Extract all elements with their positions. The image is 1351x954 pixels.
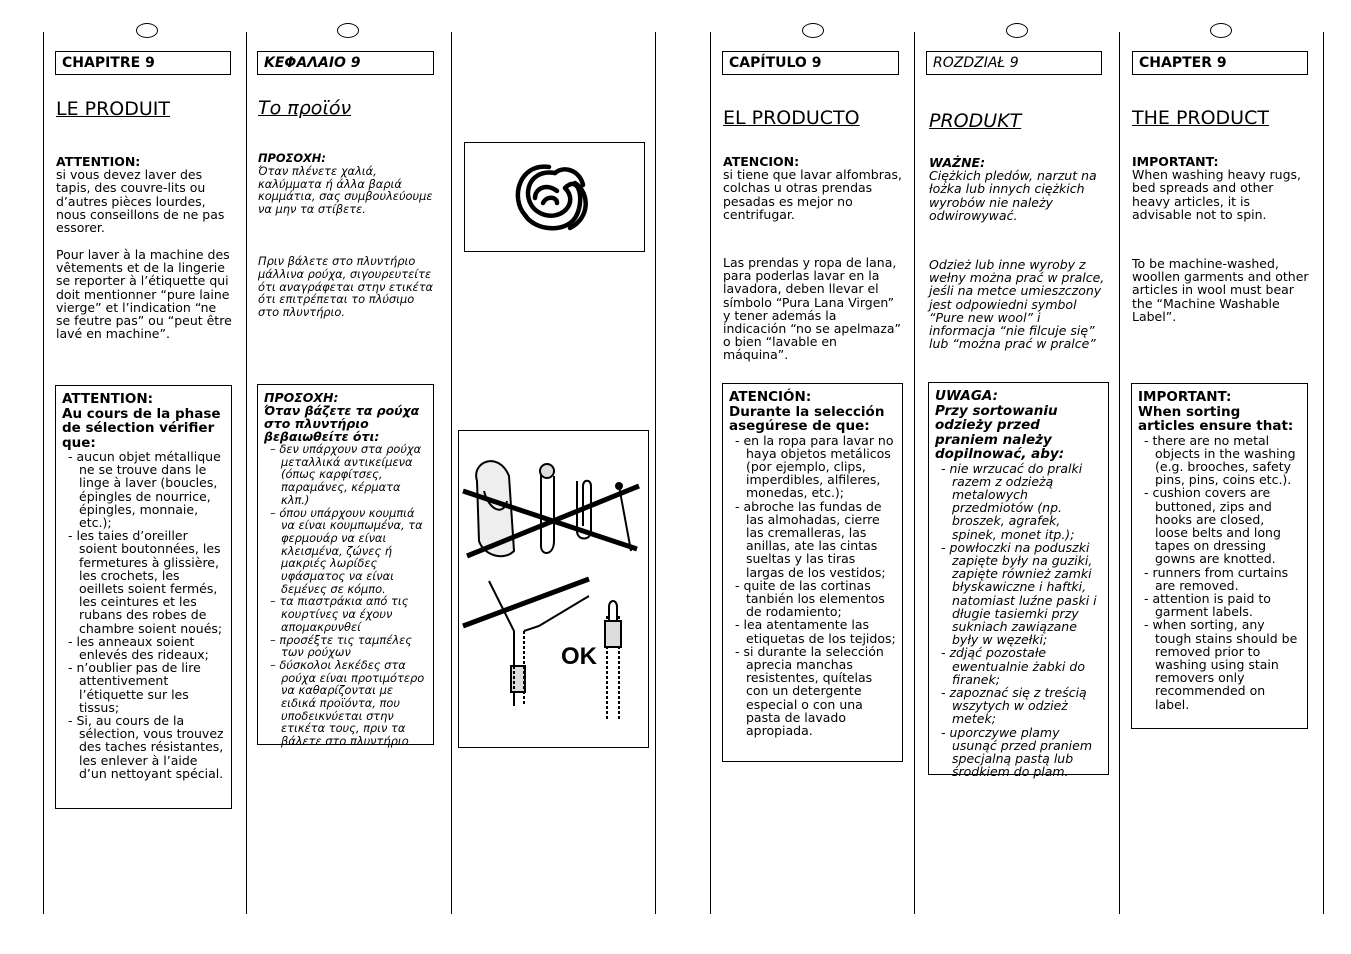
- list-item: - les anneaux soient enlevés des rideaux;: [62, 635, 225, 661]
- warning-text: Ciężkich pledów, narzut na łożka lub innych ciężkich wyrobów nie należy odwirowywać.: [929, 168, 1097, 223]
- list-item: - lea atentamente las etiquetas de los tejidos;: [729, 618, 896, 644]
- chapter-label: ROZDZIAŁ 9: [926, 51, 1102, 75]
- warning-block: [723, 155, 903, 221]
- chapter-label: CAPÍTULO 9: [722, 51, 899, 75]
- box-heading: ATTENTION:: [62, 391, 154, 407]
- forbidden-items-illustration: [459, 431, 648, 747]
- attention-box: [257, 384, 434, 749]
- checklist: [729, 434, 896, 738]
- column-marker: [1006, 23, 1028, 38]
- checklist: [935, 462, 1102, 779]
- list-item: – δεν υπάρχουν στα ρούχα μεταλλικά αντικείμενα (όπως καρφίτσες, παραμάνες, κέρματα κλπ.): [264, 443, 427, 507]
- warning-text: si vous devez laver des tapis, des couvre-lits ou d’autres pièces lourdes, nous conseillons de ne pas essorer.: [56, 167, 225, 236]
- section-title: Το προϊόν: [258, 97, 352, 119]
- box-subheading: Au cours de la phase de sélection vérifier que:: [62, 405, 221, 451]
- separator: [1323, 32, 1324, 914]
- warning-heading: IMPORTANT:: [1132, 154, 1219, 169]
- list-item: – τα πιαστράκια από τις κουρτίνες να έχουν απομακρυνθεί: [264, 595, 427, 633]
- section-title: EL PRODUCTO: [723, 107, 860, 129]
- list-item: - quite de las cortinas tanbién los elementos de rodamiento;: [729, 579, 896, 619]
- list-item: - en la ropa para lavar no haya objetos metálicos (por ejemplo, clips, imperdibles, alfileres, monedas, etc.);: [729, 434, 896, 500]
- warning-heading: ΠΡΟΣΟΧΗ:: [258, 151, 326, 165]
- section-title: LE PRODUIT: [56, 98, 170, 120]
- list-item: – όπου υπάρχουν κουμπιά να είναι κουμπωμένα, τα φερμουάρ να είναι κλεισμένα, ζώνες ή μακριές λωρίδες υφάσματος να είναι δεμένες σε κόμπο.: [264, 507, 427, 596]
- chapter-label: CHAPTER 9: [1132, 51, 1308, 75]
- warning-block: [56, 155, 234, 234]
- attention-box: [928, 382, 1109, 780]
- list-item: - runners from curtains are removed.: [1138, 566, 1301, 592]
- attention-box: [55, 385, 232, 809]
- wool-instructions: To be machine-washed, woollen garments and other articles in wool must bear the “Machine Washable Label”.: [1132, 256, 1309, 324]
- list-item: - Si, au cours de la sélection, vous trouvez des taches résistantes, les enlever à l’aide d’un nettoyant spécial.: [62, 714, 225, 780]
- list-item: - nie wrzucać do pralki razem z odzieżą metalowych przedmiotów (np. broszek, agrafek, spinek, monet itp.);: [935, 462, 1102, 541]
- checklist: [62, 450, 225, 780]
- list-item: - uporczywe plamy usunąć przed praniem specjalną pastą lub środkiem do plam.: [935, 726, 1102, 779]
- warning-text: si tiene que lavar alfombras, colchas u otras prendas pesadas es mejor no centrifugar.: [723, 167, 903, 222]
- box-subheading: Όταν βάζετε τα ρούχα στο πλυντήριο βεβαιωθείτε ότι:: [264, 403, 420, 444]
- chapter-label: CHAPITRE 9: [55, 51, 231, 75]
- wool-instructions: Πριν βάλετε στο πλυντήριο μάλλινα ρούχα, σιγουρευτείτε ότι αναγράφεται στην ετικέτα ότι επιτρέπεται το πλύσιμο στο πλυντήριο.: [258, 254, 434, 320]
- warning-text: When washing heavy rugs, bed spreads and other heavy articles, it is advisable not to spin.: [1132, 167, 1302, 222]
- list-item: - aucun objet métallique ne se trouve dans le linge à laver (boucles, épingles de nourrice, épingles, monnaie, etc.);: [62, 450, 225, 529]
- box-heading: IMPORTANT:: [1138, 389, 1232, 405]
- list-item: - powłoczki na poduszki zapięte były na guziki, zapięte również zamki błyskawiczne i haftki, natomiast luźne paski i długie tasiemki przy sukniach zawiązane były w węzełki;: [935, 541, 1102, 647]
- warning-heading: ATTENTION:: [56, 154, 141, 169]
- list-item: - attention is paid to garment labels.: [1138, 592, 1301, 618]
- separator: [710, 32, 711, 914]
- column-marker: [337, 23, 359, 38]
- box-subheading: When sorting articles ensure that:: [1138, 403, 1294, 434]
- list-item: - there are no metal objects in the washing (e.g. brooches, safety pins, pins, coins etc.).: [1138, 434, 1301, 487]
- list-item: - n’oublier pas de lire attentivement l’étiquette sur les tissus;: [62, 661, 225, 714]
- separator: [246, 32, 247, 914]
- box-heading: ΠΡΟΣΟΧΗ:: [264, 390, 339, 405]
- box-heading: ATENCIÓN:: [729, 389, 812, 405]
- column-marker: [136, 23, 158, 38]
- list-item: – προσέξτε τις ταμπέλες των ρούχων: [264, 634, 427, 659]
- list-item: - les taies d’oreiller soient boutonnées, les fermetures à glissière, les crochets, les oeillets soient fermés, les ceintures et les rubans des robes de chambre soient noués;: [62, 529, 225, 635]
- box-subheading: Przy sortowaniu odzieży przed praniem należy dopilnować, aby:: [935, 402, 1065, 462]
- list-item: - when sorting, any tough stains should be removed prior to washing using stain removers only recommended on label.: [1138, 618, 1301, 710]
- separator: [43, 32, 44, 914]
- warning-block: [1132, 155, 1312, 221]
- separator: [655, 32, 656, 914]
- column-marker: [802, 23, 824, 38]
- separator: [914, 32, 915, 914]
- attention-box: [1131, 383, 1308, 729]
- list-item: - zapoznać się z treścią wszytych w odzież metek;: [935, 686, 1102, 726]
- list-item: - abroche las fundas de las almohadas, cierre las cremalleras, las anillas, ate las cintas sueltas y las tiras largas de los vestidos;: [729, 500, 896, 579]
- warning-heading: WAŻNE:: [929, 155, 986, 170]
- column-marker: [1210, 23, 1232, 38]
- list-item: - si durante la selección aprecia manchas resistentes, quítelas con un detergente especial o con una pasta de lavado apropiada.: [729, 645, 896, 737]
- chapter-label: ΚΕΦΑΛΑΙΟ 9: [257, 51, 434, 75]
- list-item: – δύσκολοι λεκέδες στα ρούχα είναι προτιμότερο να καθαρίζονται με ειδικά προϊόντα, που υποδεικνύεται στην ετικέτα τους, πριν τα βάλετε στο πλυντήριο: [264, 659, 427, 748]
- attention-box: [722, 383, 903, 762]
- warning-block: [258, 152, 436, 216]
- wool-instructions: Odzież lub inne wyroby z wełny można prać w pralce, jeśli na metce umieszczony jest odpowiedni symbol “Pure new wool” i informacja “nie filcuje się” lub “można prać w pralce”: [929, 257, 1105, 352]
- wool-instructions: Las prendas y ropa de lana, para poderlas lavar en la lavadora, deben llevar el símbolo “Pura Lana Virgen” y tener además la indicación “no se apelmaza” o bien “lavable en máquina”.: [723, 255, 902, 363]
- separator: [1119, 32, 1120, 914]
- separator: [451, 32, 452, 914]
- woolmark-panel: [464, 142, 645, 252]
- box-subheading: Durante la selección asegúrese de que:: [729, 403, 885, 434]
- section-title: PRODUKT: [929, 110, 1022, 132]
- woolmark-icon: [465, 143, 646, 251]
- ok-label: OK: [561, 643, 597, 670]
- box-heading: UWAGA:: [935, 388, 998, 404]
- section-title: THE PRODUCT: [1132, 107, 1269, 129]
- wool-instructions: Pour laver à la machine des vêtements et de la lingerie se reporter à l’étiquette qui doit mentionner “pure laine vierge” et l’indication “ne se feutre pas” ou “peut être lavé en machine”.: [56, 247, 232, 342]
- list-item: - cushion covers are buttoned, zips and hooks are closed, loose belts and long tapes on dressing gowns are knotted.: [1138, 486, 1301, 565]
- list-item: - zdjąć pozostałe ewentualnie żabki do firanek;: [935, 646, 1102, 686]
- warning-text: Όταν πλένετε χαλιά, καλύμματα ή άλλα βαριά κομμάτια, σας συμβουλεύουμε να μην τα στίβετε.: [258, 163, 433, 217]
- checklist: [264, 443, 427, 748]
- sorting-illustration: [458, 430, 649, 748]
- checklist: [1138, 434, 1301, 711]
- warning-block: [929, 156, 1107, 222]
- warning-heading: ATENCION:: [723, 154, 800, 169]
